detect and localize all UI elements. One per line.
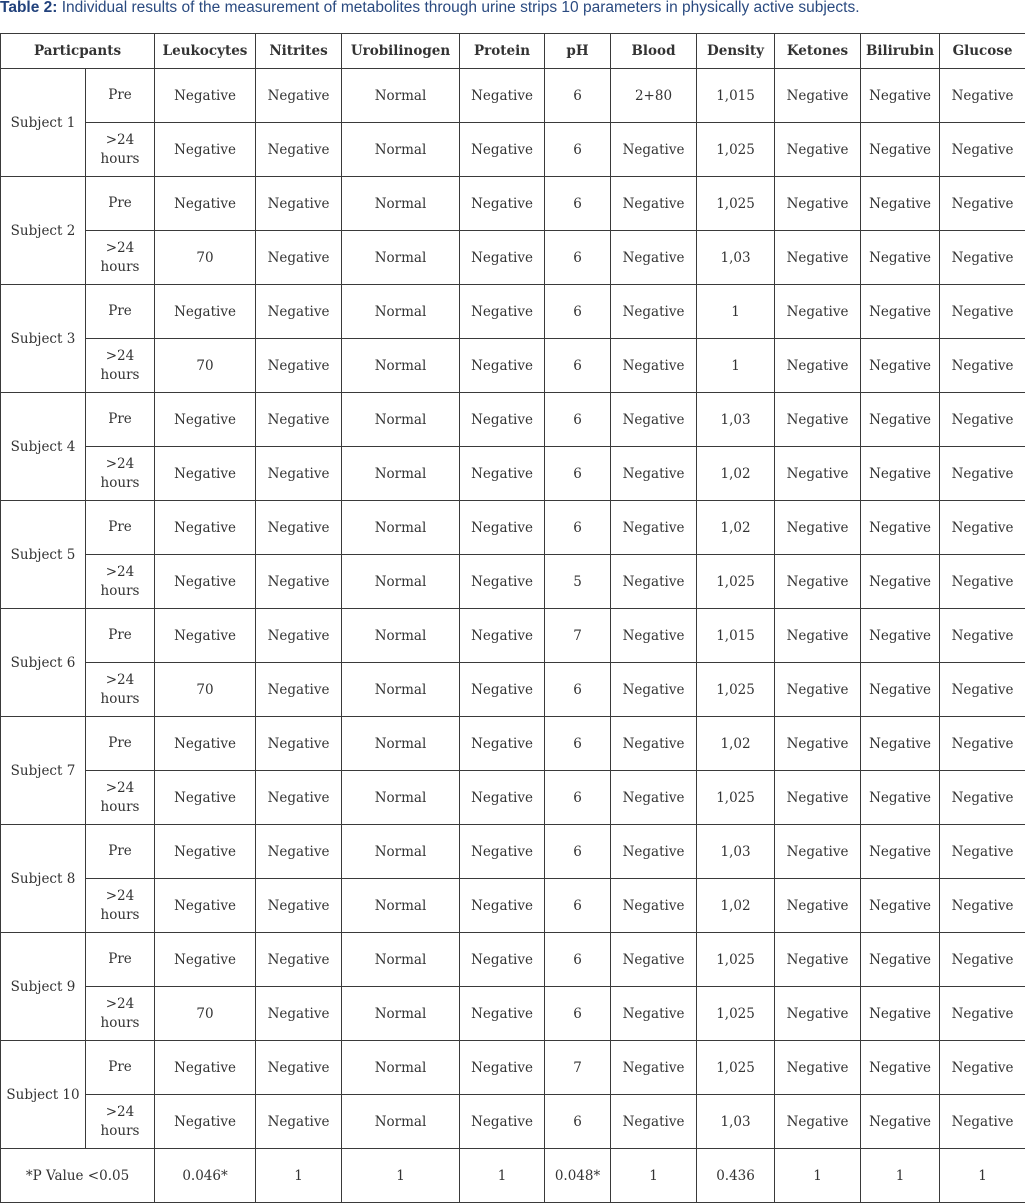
value-cell: Negative [256, 933, 342, 987]
value-cell: Negative [611, 879, 697, 933]
value-cell: 1,025 [697, 663, 775, 717]
subject-cell: Subject 9 [1, 933, 86, 1041]
column-header: pH [545, 34, 611, 69]
value-cell: Negative [861, 663, 940, 717]
value-cell: 1,025 [697, 987, 775, 1041]
value-cell: Negative [460, 69, 545, 123]
value-cell: Negative [155, 285, 256, 339]
table-row [1, 393, 1025, 447]
value-cell: Negative [861, 771, 940, 825]
value-cell: Normal [342, 501, 460, 555]
table-caption-label: Table 2: [0, 0, 58, 16]
value-cell: Negative [611, 1041, 697, 1095]
value-cell: Negative [940, 1095, 1025, 1149]
table-row [1, 771, 1025, 825]
value-cell: Negative [155, 393, 256, 447]
value-cell: 1,03 [697, 1095, 775, 1149]
value-cell: Negative [861, 339, 940, 393]
value-cell: Negative [775, 663, 861, 717]
value-cell: 6 [545, 825, 611, 879]
table-row [1, 987, 1025, 1041]
value-cell: Normal [342, 123, 460, 177]
value-cell: Negative [155, 879, 256, 933]
value-cell: Negative [861, 1095, 940, 1149]
value-cell: Negative [460, 771, 545, 825]
value-cell: Negative [460, 177, 545, 231]
value-cell: 1,02 [697, 501, 775, 555]
value-cell: Negative [940, 285, 1025, 339]
value-cell: Normal [342, 555, 460, 609]
value-cell: Normal [342, 447, 460, 501]
value-cell: Negative [611, 339, 697, 393]
table-row [1, 1041, 1025, 1095]
value-cell: 7 [545, 609, 611, 663]
value-cell: 1,015 [697, 609, 775, 663]
value-cell: Negative [861, 825, 940, 879]
value-cell: Negative [861, 933, 940, 987]
value-cell: Negative [155, 555, 256, 609]
subject-cell: Subject 10 [1, 1041, 86, 1149]
value-cell: Negative [940, 177, 1025, 231]
value-cell: Negative [460, 447, 545, 501]
table-row [1, 609, 1025, 663]
value-cell: Negative [775, 717, 861, 771]
value-cell: Negative [861, 285, 940, 339]
value-cell: 1,03 [697, 393, 775, 447]
value-cell: 70 [155, 339, 256, 393]
value-cell: Negative [256, 717, 342, 771]
value-cell: Negative [256, 879, 342, 933]
time-cell: Pre [86, 393, 155, 447]
p-value-cell: 1 [940, 1149, 1025, 1203]
value-cell: 6 [545, 69, 611, 123]
value-cell: Negative [155, 1095, 256, 1149]
value-cell: Negative [460, 879, 545, 933]
value-cell: 1,025 [697, 771, 775, 825]
table-row [1, 69, 1025, 123]
value-cell: 1,025 [697, 555, 775, 609]
value-cell: Negative [940, 555, 1025, 609]
value-cell: 1,03 [697, 231, 775, 285]
value-cell: Normal [342, 825, 460, 879]
value-cell: Negative [611, 123, 697, 177]
value-cell: Negative [155, 771, 256, 825]
subject-cell: Subject 8 [1, 825, 86, 933]
value-cell: Negative [155, 447, 256, 501]
value-cell: Normal [342, 609, 460, 663]
p-value-label: *P Value <0.05 [1, 1149, 155, 1203]
value-cell: Negative [460, 123, 545, 177]
table-row [1, 123, 1025, 177]
value-cell: Negative [611, 177, 697, 231]
value-cell: Negative [460, 663, 545, 717]
column-header: Ketones [775, 34, 861, 69]
value-cell: 1,03 [697, 825, 775, 879]
table-row [1, 501, 1025, 555]
value-cell: 70 [155, 663, 256, 717]
value-cell: 1 [697, 339, 775, 393]
table-row [1, 1095, 1025, 1149]
time-cell: >24 hours [86, 231, 155, 285]
value-cell: Negative [460, 933, 545, 987]
value-cell: Negative [775, 447, 861, 501]
value-cell: Negative [775, 771, 861, 825]
value-cell: Negative [611, 717, 697, 771]
value-cell: Negative [940, 609, 1025, 663]
column-header: Bilirubin [861, 34, 940, 69]
value-cell: Negative [861, 555, 940, 609]
value-cell: Negative [155, 501, 256, 555]
value-cell: 1,025 [697, 123, 775, 177]
value-cell: Negative [861, 609, 940, 663]
table-row [1, 177, 1025, 231]
time-cell: Pre [86, 609, 155, 663]
value-cell: Negative [460, 609, 545, 663]
value-cell: Negative [460, 501, 545, 555]
value-cell: 1 [697, 285, 775, 339]
value-cell: Negative [775, 123, 861, 177]
value-cell: Normal [342, 987, 460, 1041]
value-cell: Normal [342, 177, 460, 231]
value-cell: 6 [545, 393, 611, 447]
value-cell: Normal [342, 1041, 460, 1095]
value-cell: Negative [861, 177, 940, 231]
value-cell: Negative [940, 447, 1025, 501]
time-cell: >24 hours [86, 1095, 155, 1149]
subject-cell: Subject 1 [1, 69, 86, 177]
value-cell: Negative [611, 771, 697, 825]
value-cell: 6 [545, 231, 611, 285]
value-cell: 6 [545, 285, 611, 339]
value-cell: 6 [545, 879, 611, 933]
value-cell: Negative [775, 285, 861, 339]
value-cell: Negative [460, 1095, 545, 1149]
value-cell: Negative [775, 825, 861, 879]
value-cell: Negative [611, 1095, 697, 1149]
value-cell: 6 [545, 663, 611, 717]
p-value-cell: 1 [256, 1149, 342, 1203]
value-cell: Negative [775, 177, 861, 231]
table-header [1, 34, 1025, 69]
value-cell: 1,025 [697, 1041, 775, 1095]
value-cell: Normal [342, 339, 460, 393]
table-caption [0, 0, 1025, 18]
value-cell: Negative [256, 69, 342, 123]
value-cell: Negative [460, 987, 545, 1041]
value-cell: 6 [545, 987, 611, 1041]
value-cell: Negative [940, 717, 1025, 771]
value-cell: Negative [256, 501, 342, 555]
table-caption-text: Individual results of the measurement of metabolites through urine strips 10 parameters in physically active subjects. [57, 0, 860, 16]
value-cell: Negative [256, 339, 342, 393]
header-row [1, 34, 1025, 69]
value-cell: Negative [775, 501, 861, 555]
value-cell: Negative [155, 825, 256, 879]
value-cell: Negative [861, 393, 940, 447]
value-cell: 1,02 [697, 879, 775, 933]
time-cell: >24 hours [86, 987, 155, 1041]
time-cell: Pre [86, 69, 155, 123]
column-header: Particpants [1, 34, 155, 69]
value-cell: Negative [256, 663, 342, 717]
value-cell: Negative [940, 933, 1025, 987]
time-cell: >24 hours [86, 663, 155, 717]
time-cell: Pre [86, 1041, 155, 1095]
value-cell: Normal [342, 663, 460, 717]
value-cell: Negative [256, 771, 342, 825]
table-row [1, 447, 1025, 501]
subject-cell: Subject 5 [1, 501, 86, 609]
value-cell: Negative [155, 933, 256, 987]
subject-cell: Subject 4 [1, 393, 86, 501]
time-cell: Pre [86, 285, 155, 339]
value-cell: Negative [940, 231, 1025, 285]
value-cell: Negative [611, 285, 697, 339]
value-cell: Negative [861, 717, 940, 771]
subject-cell: Subject 7 [1, 717, 86, 825]
column-header: Nitrites [256, 34, 342, 69]
table-row [1, 717, 1025, 771]
value-cell: Negative [256, 987, 342, 1041]
value-cell: 1,015 [697, 69, 775, 123]
value-cell: Negative [460, 825, 545, 879]
value-cell: Negative [256, 609, 342, 663]
p-value-row [1, 1149, 1025, 1203]
value-cell: Negative [611, 933, 697, 987]
value-cell: Negative [155, 123, 256, 177]
p-value-cell: 0.436 [697, 1149, 775, 1203]
value-cell: Negative [861, 501, 940, 555]
value-cell: Normal [342, 933, 460, 987]
value-cell: Normal [342, 1095, 460, 1149]
value-cell: Negative [611, 231, 697, 285]
p-value-cell: 1 [611, 1149, 697, 1203]
table-row [1, 933, 1025, 987]
value-cell: 6 [545, 177, 611, 231]
value-cell: 1,025 [697, 177, 775, 231]
column-header: Urobilinogen [342, 34, 460, 69]
value-cell: Negative [460, 393, 545, 447]
value-cell: Negative [611, 555, 697, 609]
value-cell: 7 [545, 1041, 611, 1095]
results-table [0, 33, 1025, 1203]
value-cell: Negative [861, 231, 940, 285]
subject-cell: Subject 6 [1, 609, 86, 717]
value-cell: Negative [775, 609, 861, 663]
value-cell: Negative [940, 663, 1025, 717]
table-row [1, 285, 1025, 339]
value-cell: Negative [940, 123, 1025, 177]
value-cell: Negative [256, 825, 342, 879]
value-cell: Negative [775, 231, 861, 285]
time-cell: >24 hours [86, 447, 155, 501]
value-cell: Normal [342, 879, 460, 933]
value-cell: 1,02 [697, 717, 775, 771]
value-cell: Negative [611, 501, 697, 555]
column-header: Protein [460, 34, 545, 69]
value-cell: Negative [775, 879, 861, 933]
value-cell: Negative [940, 1041, 1025, 1095]
value-cell: 6 [545, 1095, 611, 1149]
p-value-cell: 1 [342, 1149, 460, 1203]
column-header: Density [697, 34, 775, 69]
value-cell: Negative [861, 447, 940, 501]
table-row [1, 231, 1025, 285]
p-value-cell: 0.046* [155, 1149, 256, 1203]
subject-cell: Subject 2 [1, 177, 86, 285]
column-header: Leukocytes [155, 34, 256, 69]
time-cell: Pre [86, 933, 155, 987]
value-cell: 70 [155, 231, 256, 285]
value-cell: Negative [460, 231, 545, 285]
value-cell: Negative [775, 393, 861, 447]
value-cell: Normal [342, 285, 460, 339]
value-cell: Negative [611, 447, 697, 501]
value-cell: Negative [940, 501, 1025, 555]
value-cell: Negative [861, 1041, 940, 1095]
value-cell: Negative [155, 1041, 256, 1095]
time-cell: Pre [86, 825, 155, 879]
value-cell: 6 [545, 717, 611, 771]
p-value-cell: 0.048* [545, 1149, 611, 1203]
value-cell: 6 [545, 501, 611, 555]
value-cell: Negative [861, 879, 940, 933]
value-cell: Negative [155, 609, 256, 663]
value-cell: Negative [940, 825, 1025, 879]
value-cell: 6 [545, 339, 611, 393]
value-cell: Negative [940, 987, 1025, 1041]
value-cell: Negative [775, 555, 861, 609]
value-cell: Negative [940, 879, 1025, 933]
table-row [1, 663, 1025, 717]
value-cell: 1,025 [697, 933, 775, 987]
value-cell: 1,02 [697, 447, 775, 501]
time-cell: >24 hours [86, 771, 155, 825]
value-cell: 5 [545, 555, 611, 609]
value-cell: Negative [256, 177, 342, 231]
column-header: Blood [611, 34, 697, 69]
p-value-cell: 1 [861, 1149, 940, 1203]
value-cell: Negative [940, 771, 1025, 825]
p-value-cell: 1 [460, 1149, 545, 1203]
value-cell: Negative [460, 1041, 545, 1095]
time-cell: >24 hours [86, 555, 155, 609]
table-body [1, 69, 1025, 1149]
value-cell: Negative [256, 123, 342, 177]
p-value-cell: 1 [775, 1149, 861, 1203]
time-cell: Pre [86, 501, 155, 555]
value-cell: Normal [342, 69, 460, 123]
table-row [1, 825, 1025, 879]
time-cell: Pre [86, 177, 155, 231]
value-cell: 2+80 [611, 69, 697, 123]
value-cell: Negative [256, 285, 342, 339]
value-cell: 6 [545, 447, 611, 501]
value-cell: Negative [940, 339, 1025, 393]
value-cell: Negative [611, 987, 697, 1041]
value-cell: 6 [545, 123, 611, 177]
table-row [1, 339, 1025, 393]
time-cell: >24 hours [86, 123, 155, 177]
value-cell: Negative [611, 393, 697, 447]
subject-cell: Subject 3 [1, 285, 86, 393]
value-cell: Negative [775, 987, 861, 1041]
value-cell: Negative [256, 393, 342, 447]
value-cell: Negative [256, 1095, 342, 1149]
time-cell: >24 hours [86, 339, 155, 393]
time-cell: Pre [86, 717, 155, 771]
value-cell: Negative [861, 987, 940, 1041]
value-cell: Negative [460, 285, 545, 339]
value-cell: Normal [342, 717, 460, 771]
value-cell: Negative [460, 717, 545, 771]
value-cell: Negative [460, 555, 545, 609]
value-cell: 6 [545, 771, 611, 825]
column-header: Glucose [940, 34, 1025, 69]
value-cell: Negative [256, 231, 342, 285]
value-cell: Negative [611, 663, 697, 717]
table-row [1, 879, 1025, 933]
value-cell: Negative [256, 555, 342, 609]
value-cell: Normal [342, 393, 460, 447]
value-cell: Negative [940, 69, 1025, 123]
value-cell: Negative [775, 339, 861, 393]
value-cell: Negative [611, 825, 697, 879]
time-cell: >24 hours [86, 879, 155, 933]
value-cell: Negative [460, 339, 545, 393]
value-cell: Negative [775, 933, 861, 987]
value-cell: Negative [155, 717, 256, 771]
value-cell: Negative [775, 1041, 861, 1095]
value-cell: Negative [775, 1095, 861, 1149]
value-cell: Negative [861, 69, 940, 123]
value-cell: Negative [940, 393, 1025, 447]
table-footer [1, 1149, 1025, 1203]
value-cell: Negative [256, 447, 342, 501]
value-cell: Negative [155, 177, 256, 231]
value-cell: 70 [155, 987, 256, 1041]
value-cell: Negative [611, 609, 697, 663]
value-cell: Negative [775, 69, 861, 123]
value-cell: 6 [545, 933, 611, 987]
value-cell: Negative [861, 123, 940, 177]
table-row [1, 555, 1025, 609]
value-cell: Normal [342, 771, 460, 825]
value-cell: Negative [155, 69, 256, 123]
value-cell: Negative [256, 1041, 342, 1095]
value-cell: Normal [342, 231, 460, 285]
